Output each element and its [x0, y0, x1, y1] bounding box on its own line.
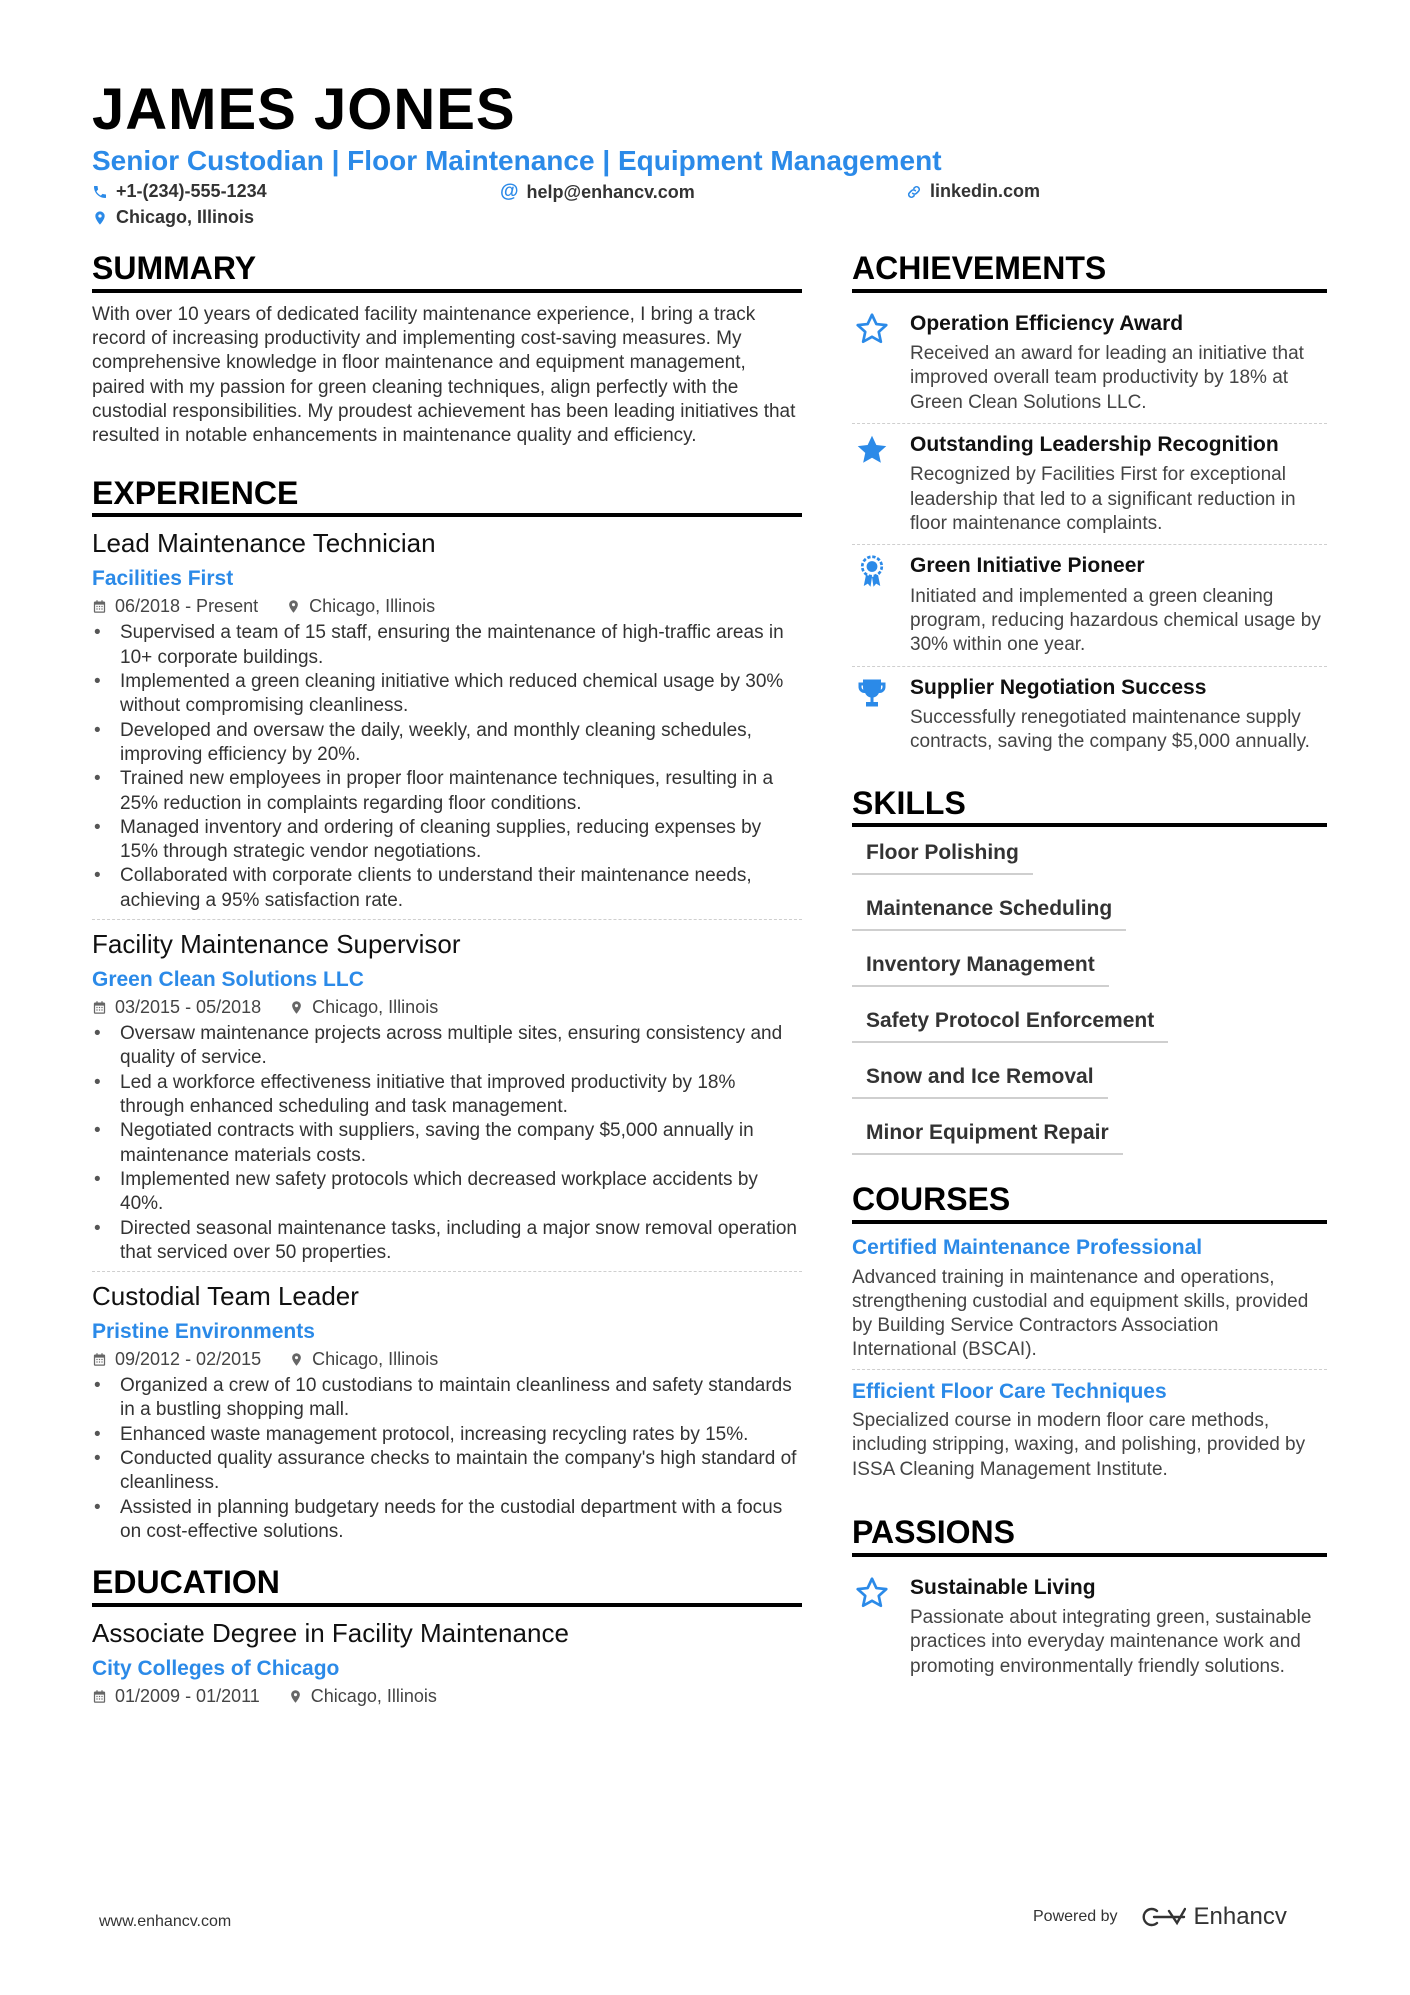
- skill-tag: Snow and Ice Removal: [852, 1057, 1108, 1099]
- right-column: [852, 250, 1327, 1687]
- summary-text: With over 10 years of dedicated facility maintenance experience, I bring a track record of increasing productivity and implementing cost-saving measures. My comprehensive knowledge in floor maintenance and equipment management, paired with my passion for green cleaning techniques, align perfectly with the custodial responsibilities. My proudest achievement has been leading initiatives that resulted in notable enhancements in maintenance quality and efficiency.: [92, 303, 796, 447]
- job-bullets: [92, 1022, 802, 1265]
- enhancv-logo-text: Enhancv: [1193, 1903, 1287, 1930]
- bullet-item: • Conducted quality assurance checks to maintain the company's high standard of cleanliness.: [92, 1447, 802, 1496]
- footer-website[interactable]: www.enhancv.com: [99, 1913, 232, 1930]
- linkedin-text[interactable]: linkedin.com: [930, 181, 1041, 201]
- bullet-item: • Supervised a team of 15 staff, ensuring the maintenance of high-traffic areas in 10+ corporate buildings.: [92, 621, 802, 670]
- achievement-item: [852, 545, 1327, 666]
- job-meta: [92, 997, 802, 1018]
- job-location: Chicago, Illinois: [312, 1349, 439, 1370]
- bullet-item: • Organized a crew of 10 custodians to maintain cleanliness and safety standards in a bustling shopping mall.: [92, 1374, 802, 1423]
- achievement-item: [852, 424, 1327, 545]
- job-title: Facility Maintenance Supervisor: [92, 929, 461, 960]
- passion-desc: Passionate about integrating green, sustainable practices into everyday maintenance work and promoting environmentally friendly solutions.: [910, 1607, 1312, 1677]
- email-text[interactable]: help@enhancv.com: [526, 181, 695, 202]
- course-title: Certified Maintenance Professional: [852, 1236, 1203, 1260]
- bullet-item: • Developed and oversaw the daily, weekly, and monthly cleaning schedules, improving efficiency by 20%.: [92, 719, 802, 768]
- bullet-item: • Assisted in planning budgetary needs for the custodial department with a focus on cost-effective solutions.: [92, 1496, 802, 1545]
- phone-icon: [92, 184, 108, 200]
- education-location: Chicago, Illinois: [310, 1686, 437, 1707]
- course-title: Efficient Floor Care Techniques: [852, 1379, 1167, 1403]
- trophy-icon: [854, 675, 890, 711]
- job-location: Chicago, Illinois: [312, 997, 439, 1018]
- bullet-item: • Trained new employees in proper floor maintenance techniques, resulting in a 25% reduction in complaints regarding floor conditions.: [92, 767, 802, 816]
- achievement-desc: Initiated and implemented a green cleaning program, reducing hazardous chemical usage by 30% within one year.: [910, 585, 1321, 656]
- courses-section: [852, 1181, 1327, 1487]
- job-company: Green Clean Solutions LLC: [92, 967, 364, 991]
- job-entry: [92, 928, 802, 1272]
- phone-text: +1-(234)-555-1234: [116, 181, 267, 201]
- star-outline-icon: [854, 1575, 890, 1611]
- passions-heading: PASSIONS: [852, 1514, 1327, 1557]
- education-degree: Associate Degree in Facility Maintenance: [92, 1618, 569, 1649]
- bullet-item: • Collaborated with corporate clients to understand their maintenance needs, achieving a 95% satisfaction rate.: [92, 864, 802, 913]
- course-desc: Advanced training in maintenance and operations, strengthening custodial and equipment skills, provided by Building Service Contractors Association International (BSCAI).: [852, 1266, 1309, 1361]
- enhancv-logo-icon: [1140, 1904, 1186, 1930]
- calendar-icon: [92, 599, 107, 614]
- experience-heading: EXPERIENCE: [92, 475, 802, 518]
- skill-tag: Minor Equipment Repair: [852, 1113, 1123, 1155]
- job-dates: 06/2018 - Present: [115, 596, 259, 617]
- left-column: [92, 250, 802, 1711]
- location-text: Chicago, Illinois: [116, 207, 255, 227]
- achievement-title: Green Initiative Pioneer: [910, 554, 1145, 578]
- achievement-item: [852, 303, 1327, 424]
- summary-section: [92, 250, 802, 449]
- education-meta: [92, 1686, 802, 1707]
- calendar-icon: [92, 1352, 107, 1367]
- candidate-name: JAMES JONES: [92, 77, 516, 142]
- candidate-subtitle: Senior Custodian | Floor Maintenance | Equipment Management: [92, 145, 942, 176]
- star-outline-icon: [854, 311, 890, 347]
- bullet-item: • Directed seasonal maintenance tasks, including a major snow removal operation that serviced over 50 properties.: [92, 1217, 802, 1266]
- job-entry: [92, 527, 802, 920]
- passion-title: Sustainable Living: [910, 1575, 1096, 1599]
- job-dates: 09/2012 - 02/2015: [115, 1349, 262, 1370]
- job-company: Facilities First: [92, 567, 234, 591]
- passion-item: [852, 1567, 1327, 1687]
- achievement-title: Operation Efficiency Award: [910, 311, 1184, 335]
- location-pin-icon: [288, 1689, 303, 1704]
- location-pin-icon: [289, 1000, 304, 1015]
- award-ribbon-icon: [854, 553, 890, 589]
- at-icon: @: [500, 181, 519, 202]
- course-desc: Specialized course in modern floor care methods, including stripping, waxing, and polishing, provided by ISSA Cleaning Management Institute.: [852, 1410, 1306, 1480]
- powered-by-label: Powered by: [1033, 1908, 1118, 1925]
- summary-heading: SUMMARY: [92, 250, 802, 293]
- achievement-title: Outstanding Leadership Recognition: [910, 433, 1279, 457]
- course-item: [852, 1378, 1327, 1488]
- achievement-item: [852, 667, 1327, 763]
- education-heading: EDUCATION: [92, 1564, 802, 1607]
- skill-tag: Safety Protocol Enforcement: [852, 1001, 1168, 1043]
- job-location: Chicago, Illinois: [309, 596, 436, 617]
- calendar-icon: [92, 1000, 107, 1015]
- job-title: Lead Maintenance Technician: [92, 528, 436, 559]
- contact-location: [92, 207, 254, 228]
- education-school: City Colleges of Chicago: [92, 1656, 340, 1680]
- achievements-heading: ACHIEVEMENTS: [852, 250, 1327, 293]
- star-filled-icon: [854, 432, 890, 468]
- job-meta: [92, 1349, 802, 1370]
- achievement-desc: Successfully renegotiated maintenance supply contracts, saving the company $5,000 annually.: [910, 707, 1310, 753]
- job-bullets: [92, 1374, 802, 1544]
- job-bullets: [92, 621, 802, 913]
- education-dates: 01/2009 - 01/2011: [115, 1686, 260, 1707]
- contact-linkedin[interactable]: [906, 181, 1040, 202]
- bullet-item: • Enhanced waste management protocol, increasing recycling rates by 15%.: [92, 1423, 802, 1447]
- location-pin-icon: [286, 599, 301, 614]
- skill-tag: Inventory Management: [852, 945, 1109, 987]
- job-dates: 03/2015 - 05/2018: [115, 997, 262, 1018]
- bullet-item: • Led a workforce effectiveness initiative that improved productivity by 18% through enhanced scheduling and task management.: [92, 1071, 802, 1120]
- bullet-item: • Implemented new safety protocols which decreased workplace accidents by 40%.: [92, 1168, 802, 1217]
- footer-brand[interactable]: [1033, 1903, 1287, 1931]
- enhancv-logo[interactable]: [1140, 1903, 1287, 1931]
- link-icon: [906, 184, 922, 200]
- location-pin-icon: [92, 210, 108, 226]
- job-company: Pristine Environments: [92, 1319, 315, 1343]
- skill-tag: Floor Polishing: [852, 833, 1033, 875]
- passions-section: [852, 1514, 1327, 1687]
- bullet-item: • Managed inventory and ordering of cleaning supplies, reducing expenses by 15% through strategic vendor negotiations.: [92, 816, 802, 865]
- achievement-desc: Received an award for leading an initiative that improved overall team productivity by 18% at Green Clean Solutions LLC.: [910, 343, 1304, 413]
- education-section: [92, 1564, 802, 1707]
- experience-section: [92, 475, 802, 1551]
- courses-heading: COURSES: [852, 1181, 1327, 1224]
- achievements-section: [852, 250, 1327, 763]
- skill-tag: Maintenance Scheduling: [852, 889, 1126, 931]
- achievement-desc: Recognized by Facilities First for exceptional leadership that led to a significant reduction in floor maintenance complaints.: [910, 464, 1296, 535]
- bullet-item: • Implemented a green cleaning initiative which reduced chemical usage by 30% without compromising cleanliness.: [92, 670, 802, 719]
- achievement-title: Supplier Negotiation Success: [910, 675, 1207, 699]
- contact-email[interactable]: [500, 181, 695, 203]
- bullet-item: • Negotiated contracts with suppliers, saving the company $5,000 annually in maintenance materials costs.: [92, 1119, 802, 1168]
- job-meta: [92, 596, 802, 617]
- location-pin-icon: [289, 1352, 304, 1367]
- job-title: Custodial Team Leader: [92, 1281, 359, 1312]
- contact-phone: [92, 181, 267, 202]
- skills-heading: SKILLS: [852, 785, 1327, 828]
- bullet-item: • Oversaw maintenance projects across multiple sites, ensuring consistency and quality of service.: [92, 1022, 802, 1071]
- course-item: [852, 1234, 1327, 1369]
- job-entry: [92, 1280, 802, 1550]
- calendar-icon: [92, 1689, 107, 1704]
- skills-section: [852, 785, 1327, 1170]
